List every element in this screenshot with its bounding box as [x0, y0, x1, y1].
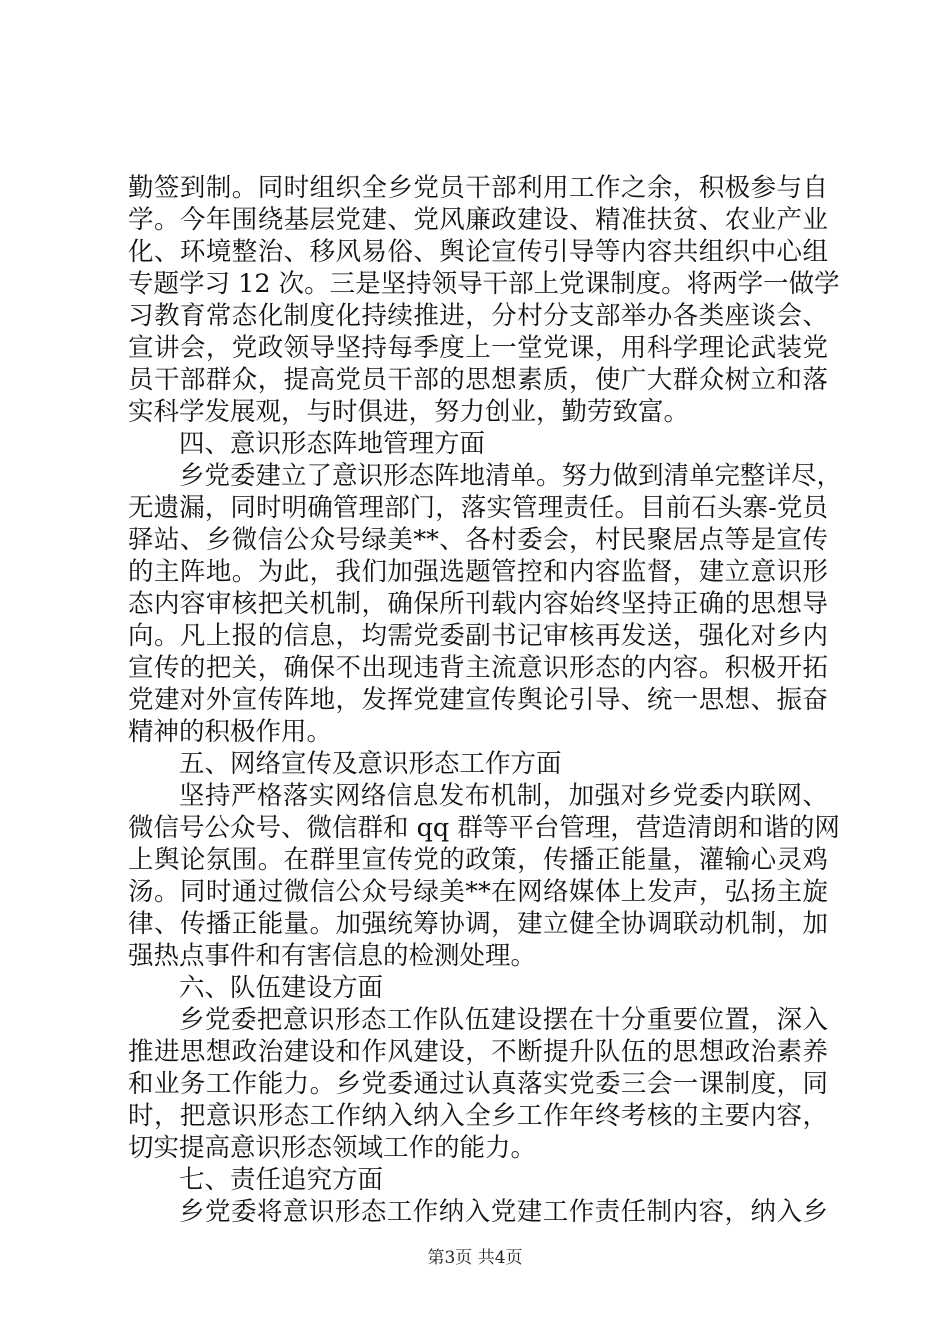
paragraph-line: 乡党委建立了意识形态阵地清单。努力做到清单完整详尽， — [179, 461, 843, 491]
paragraph-line: 驿站、乡微信公众号绿美**、各村委会，村民聚居点等是宣传 — [128, 525, 828, 555]
paragraph-line: 和业务工作能力。乡党委通过认真落实党委三会一课制度，同 — [128, 1069, 828, 1099]
paragraph-line: 切实提高意识形态领域工作的能力。 — [128, 1133, 537, 1163]
paragraph-line: 向。凡上报的信息，均需党委副书记审核再发送，强化对乡内 — [128, 621, 828, 651]
paragraph-line: 微信号公众号、微信群和 qq 群等平台管理，营造清朗和谐的网 — [128, 813, 840, 843]
paragraph-line: 习教育常态化制度化持续推进，分村分支部举办各类座谈会、 — [128, 301, 828, 331]
section-heading: 六、队伍建设方面 — [179, 973, 384, 1003]
paragraph-line: 实科学发展观，与时俱进，努力创业，勤劳致富。 — [128, 397, 690, 427]
paragraph-line: 勤签到制。同时组织全乡党员干部利用工作之余，积极参与自 — [128, 173, 828, 203]
paragraph-line: 推进思想政治建设和作风建设，不断提升队伍的思想政治素养 — [128, 1037, 828, 1067]
paragraph-line: 强热点事件和有害信息的检测处理。 — [128, 941, 537, 971]
paragraph-line: 乡党委把意识形态工作队伍建设摆在十分重要位置，深入 — [179, 1005, 828, 1035]
paragraph-line: 学。今年围绕基层党建、党风廉政建设、精准扶贫、农业产业 — [128, 205, 828, 235]
section-heading: 四、意识形态阵地管理方面 — [179, 429, 486, 459]
paragraph-line: 上舆论氛围。在群里宣传党的政策，传播正能量，灌输心灵鸡 — [128, 845, 828, 875]
paragraph-line: 员干部群众，提高党员干部的思想素质，使广大群众树立和落 — [128, 365, 828, 395]
paragraph-line: 精神的积极作用。 — [128, 717, 333, 747]
section-heading: 七、责任追究方面 — [179, 1165, 384, 1195]
paragraph-line: 党建对外宣传阵地，发挥党建宣传舆论引导、统一思想、振奋 — [128, 685, 828, 715]
paragraph-line: 宣讲会，党政领导坚持每季度上一堂党课，用科学理论武装党 — [128, 333, 828, 363]
paragraph-line: 汤。同时通过微信公众号绿美**在网络媒体上发声，弘扬主旋 — [128, 877, 828, 907]
paragraph-line: 乡党委将意识形态工作纳入党建工作责任制内容，纳入乡 — [179, 1197, 828, 1227]
document-body — [128, 172, 843, 1228]
paragraph-line: 坚持严格落实网络信息发布机制，加强对乡党委内联网、 — [179, 781, 828, 811]
paragraph-line: 时，把意识形态工作纳入纳入全乡工作年终考核的主要内容， — [128, 1101, 828, 1131]
paragraph-line: 态内容审核把关机制，确保所刊载内容始终坚持正确的思想导 — [128, 589, 828, 619]
paragraph-line: 的主阵地。为此，我们加强选题管控和内容监督，建立意识形 — [128, 557, 828, 587]
paragraph-line: 律、传播正能量。加强统筹协调，建立健全协调联动机制，加 — [128, 909, 828, 939]
paragraph-line: 专题学习 12 次。三是坚持领导干部上党课制度。将两学一做学 — [128, 269, 840, 299]
page-number-footer: 第3页 共4页 — [427, 1248, 523, 1268]
paragraph-line: 宣传的把关，确保不出现违背主流意识形态的内容。积极开拓 — [128, 653, 828, 683]
section-heading: 五、网络宣传及意识形态工作方面 — [179, 749, 562, 779]
paragraph-line: 无遗漏，同时明确管理部门，落实管理责任。目前石头寨-党员 — [128, 493, 828, 523]
paragraph-line: 化、环境整治、移风易俗、舆论宣传引导等内容共组织中心组 — [128, 237, 828, 267]
